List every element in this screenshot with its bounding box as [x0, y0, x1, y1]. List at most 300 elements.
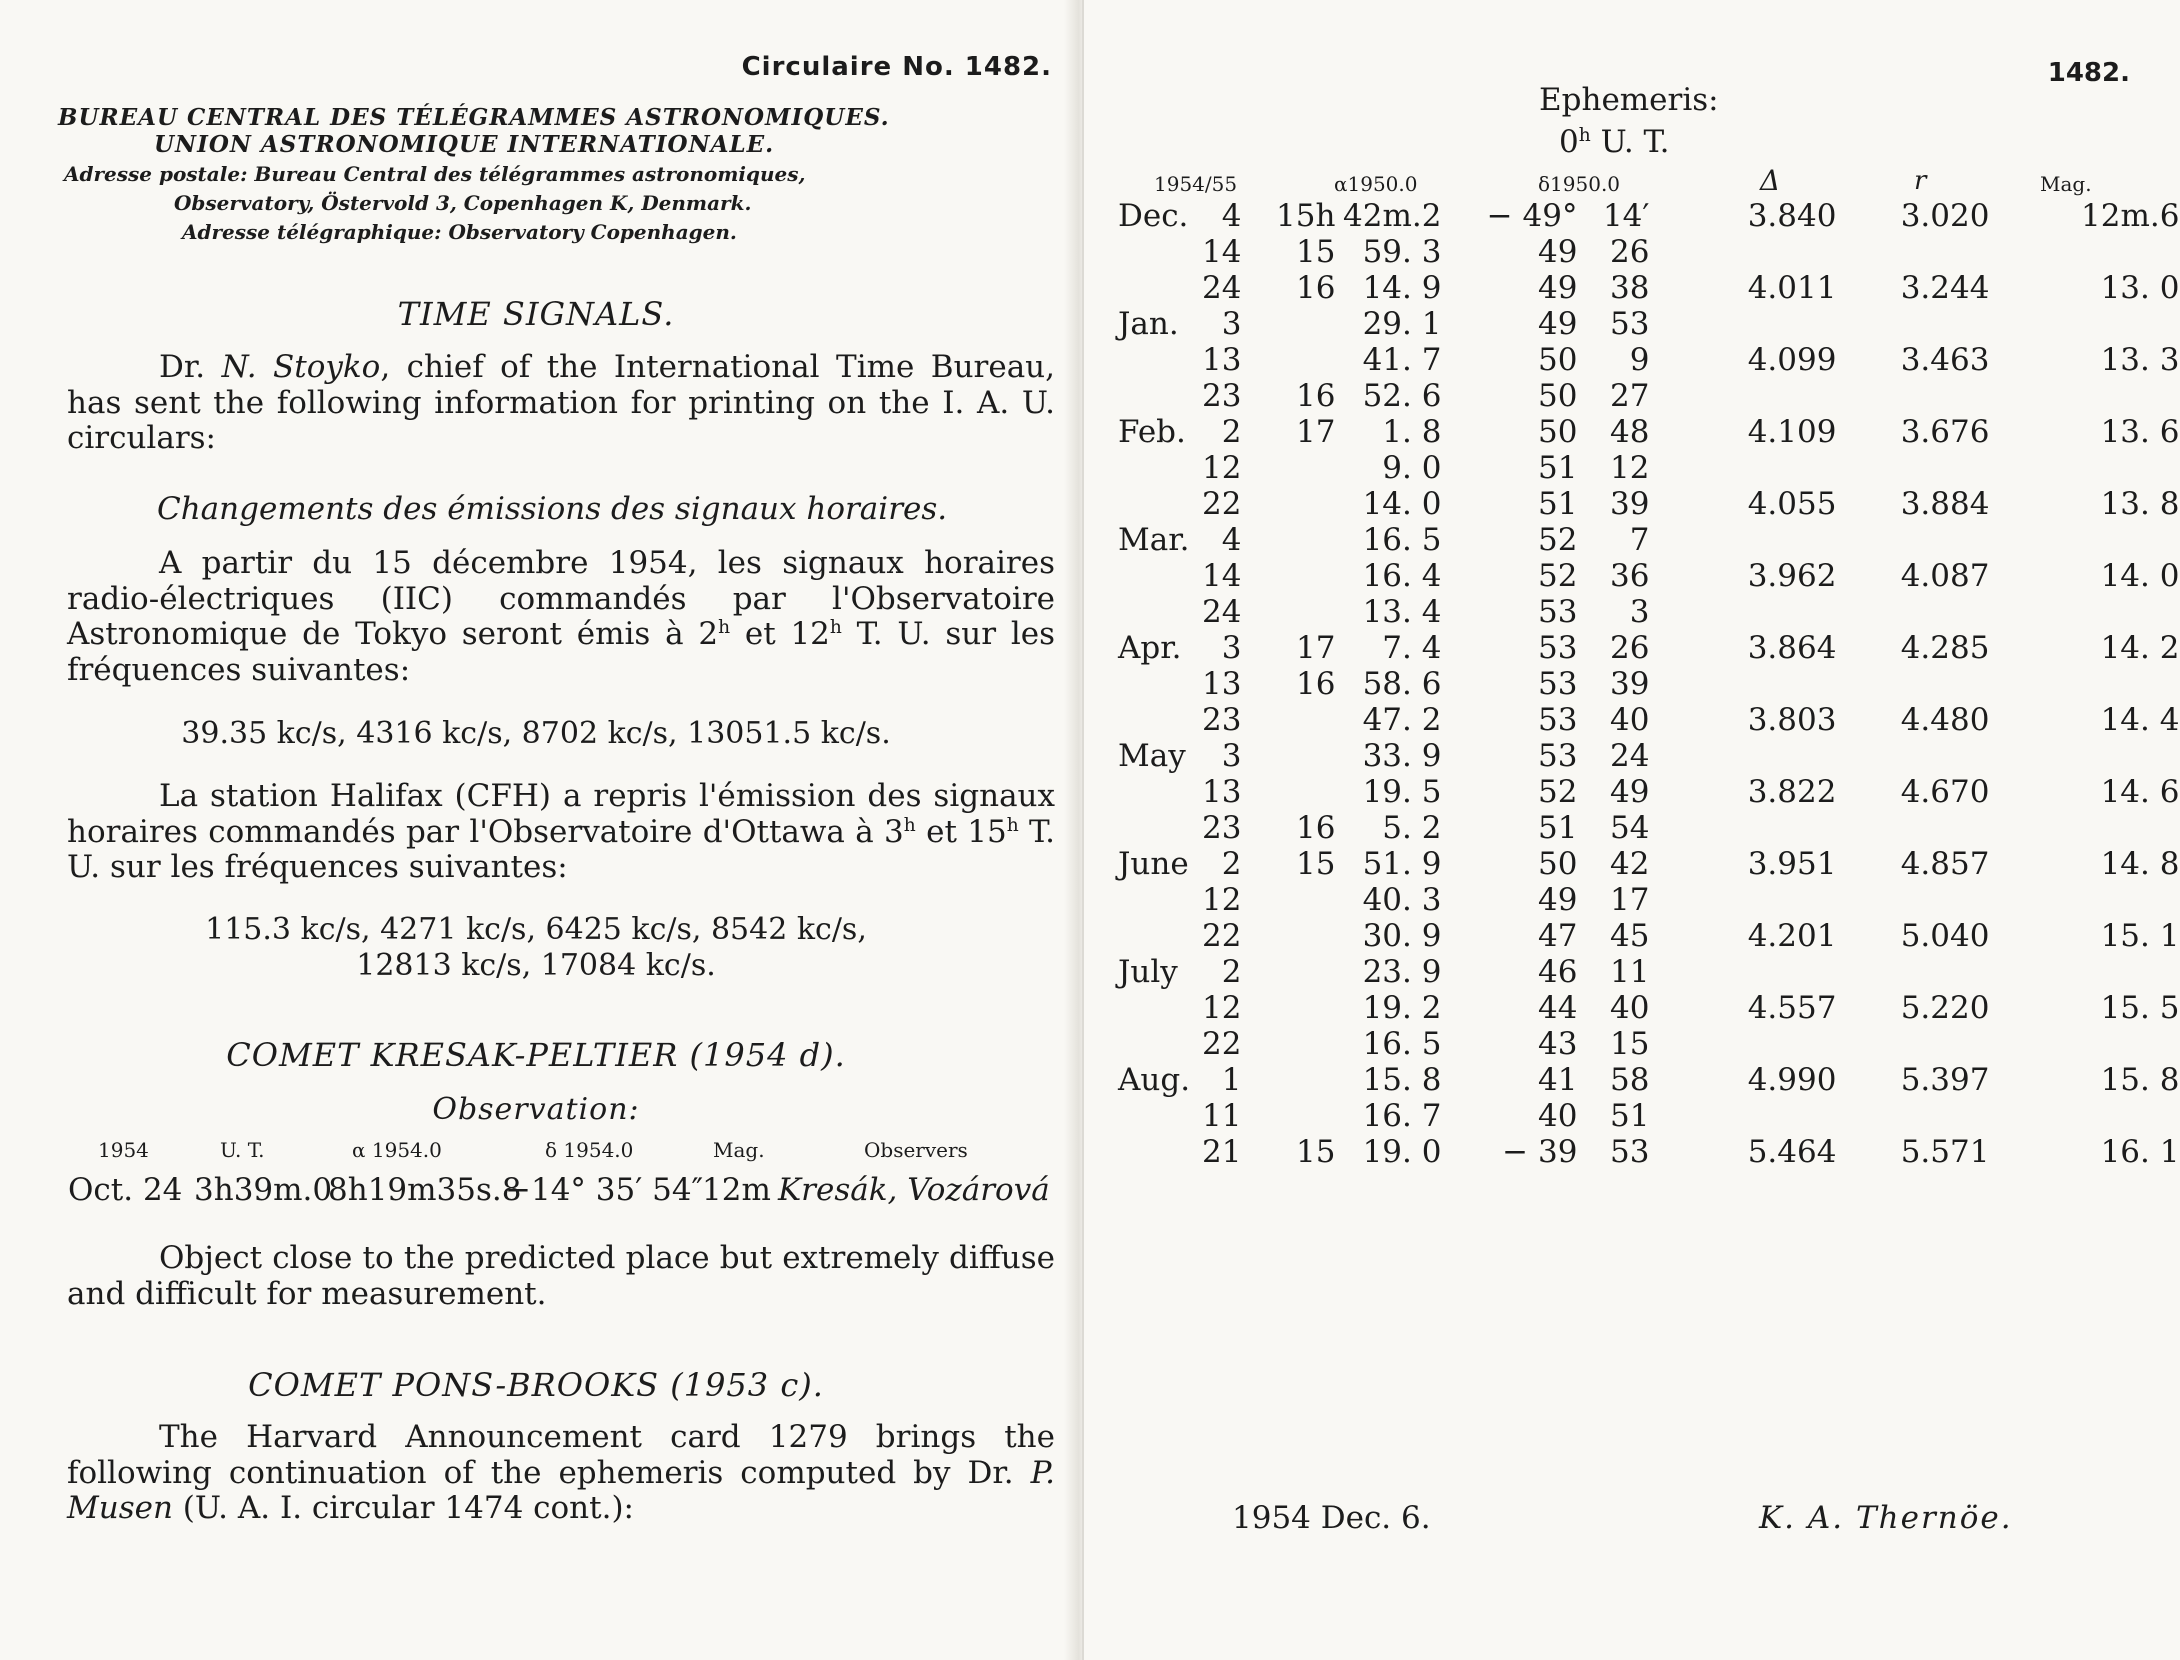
ephemeris-cell-dec-m: 51 — [1610, 1098, 1650, 1134]
ephemeris-cell-ra-h — [1241, 1098, 1335, 1134]
signals-subheading: Changements des émissions des signaux horaires. — [157, 491, 948, 527]
tokyo-frequencies: 39.35 kc/s, 4316 kc/s, 8702 kc/s, 13051.5 kc/s. — [181, 716, 891, 751]
ephemeris-cell-month: May — [1118, 738, 1186, 774]
ephemeris-cell-r — [1836, 522, 1989, 558]
ephemeris-cell-day: 23 — [1202, 378, 1242, 414]
ephemeris-cell-ra-m: 14. 0 — [1362, 486, 1442, 522]
ephemeris-cell-ra-h: 15 — [1296, 234, 1336, 270]
ephemeris-row — [1118, 486, 2179, 522]
ephemeris-cell-ra-h: 17 — [1296, 414, 1336, 450]
ephemeris-cell-dec-m: 36 — [1610, 558, 1650, 594]
ephemeris-cell-dec-d: 43 — [1538, 1026, 1578, 1062]
ephemeris-cell-dec-m: 26 — [1610, 630, 1650, 666]
ephemeris-table — [1118, 198, 2179, 1170]
ephemeris-cell-dec-d: 52 — [1538, 558, 1578, 594]
ephemeris-cell-dec-d: 51 — [1538, 450, 1578, 486]
ephemeris-cell-Delta: 3.840 — [1747, 198, 1837, 234]
ephemeris-row — [1118, 738, 2179, 774]
ephemeris-cell-ra-h — [1241, 342, 1335, 378]
ephemeris-cell-ra-m: 41. 7 — [1362, 342, 1442, 378]
ephemeris-cell-day: 23 — [1202, 702, 1242, 738]
ephemeris-cell-r: 3.020 — [1900, 198, 1990, 234]
ephemeris-cell-ra-h: 16 — [1296, 270, 1336, 306]
ephemeris-cell-ra-m: 23. 9 — [1362, 954, 1442, 990]
ephemeris-cell-Delta — [1649, 738, 1836, 774]
ephemeris-cell-dec-d: 51 — [1538, 810, 1578, 846]
ephemeris-row — [1118, 774, 2179, 810]
ephemeris-cell-ra-m: 16. 5 — [1362, 522, 1442, 558]
ephemeris-cell-dec-d: 50 — [1538, 378, 1578, 414]
ephemeris-cell-Delta: 4.011 — [1747, 270, 1837, 306]
ephemeris-cell-ra-h — [1241, 702, 1335, 738]
ephemeris-cell-month: July — [1118, 954, 1178, 990]
ephemeris-cell-mag: 13. 6 — [2100, 414, 2180, 450]
ephemeris-cell-r — [1836, 450, 1989, 486]
ephemeris-row — [1118, 234, 2179, 270]
ephemeris-cell-month — [1118, 486, 1202, 522]
ephemeris-cell-r — [1836, 1098, 1989, 1134]
obs-delta: −14° 35′ 54″ — [505, 1172, 704, 1208]
ephemeris-cell-mag — [1989, 234, 2179, 270]
ephemeris-cell-dec-m: 9 — [1629, 342, 1650, 378]
ephemeris-cell-r: 3.884 — [1900, 486, 1990, 522]
ephemeris-title: Ephemeris: — [1539, 82, 1719, 118]
col-alpha: α 1954.0 — [352, 1138, 442, 1162]
ephemeris-cell-Delta — [1649, 1026, 1836, 1062]
ephemeris-cell-dec-m: 54 — [1610, 810, 1650, 846]
ephemeris-row — [1118, 594, 2179, 630]
ephemeris-cell-mag: 15. 1 — [2100, 918, 2180, 954]
ephemeris-cell-dec-m: 40 — [1610, 990, 1650, 1026]
ephemeris-cell-month — [1118, 1098, 1202, 1134]
ephemeris-row — [1118, 810, 2179, 846]
ephemeris-cell-ra-h — [1241, 522, 1335, 558]
ephemeris-cell-day: 2 — [1221, 414, 1242, 450]
ephemeris-cell-ra-m: 59. 3 — [1362, 234, 1442, 270]
ephemeris-cell-Delta: 4.557 — [1747, 990, 1837, 1026]
ephemeris-cell-r: 5.397 — [1900, 1062, 1990, 1098]
footer-date: 1954 Dec. 6. — [1232, 1500, 1431, 1536]
ephemeris-cell-ra-h — [1241, 558, 1335, 594]
ephemeris-cell-ra-m: 58. 6 — [1362, 666, 1442, 702]
ephemeris-cell-day: 22 — [1202, 918, 1242, 954]
ephemeris-cell-r — [1836, 810, 1989, 846]
ephemeris-cell-r: 4.285 — [1900, 630, 1990, 666]
ephemeris-cell-mag: 15. 8 — [2100, 1062, 2180, 1098]
ephemeris-cell-r — [1836, 738, 1989, 774]
col-magnitude: Mag. — [2040, 172, 2092, 196]
ephemeris-cell-Delta: 5.464 — [1747, 1134, 1837, 1170]
ephemeris-cell-Delta — [1649, 378, 1836, 414]
ephemeris-cell-dec-m: 15 — [1610, 1026, 1650, 1062]
ephemeris-cell-r: 3.244 — [1900, 270, 1990, 306]
telegraphic-address: Adresse télégraphique: Observatory Copenhagen. — [182, 220, 737, 244]
col-delta: δ 1954.0 — [545, 1138, 634, 1162]
bureau-name: BUREAU CENTRAL DES TÉLÉGRAMMES ASTRONOMIQUES. — [58, 104, 890, 131]
ephemeris-cell-mag — [1989, 522, 2179, 558]
ephemeris-cell-dec-d: 41 — [1538, 1062, 1578, 1098]
ephemeris-cell-mag: 14. 6 — [2100, 774, 2180, 810]
ephemeris-row — [1118, 1134, 2179, 1170]
ephemeris-cell-day: 3 — [1221, 630, 1242, 666]
time-signals-intro: Dr. N. Stoyko, chief of the International Time Bureau, has sent the following information for printing on the I. A. U. circulars: — [67, 349, 1055, 456]
ephemeris-row — [1118, 954, 2179, 990]
ephemeris-cell-r: 5.571 — [1900, 1134, 1990, 1170]
ephemeris-cell-dec-d: 49 — [1538, 306, 1578, 342]
ephemeris-cell-r — [1836, 1026, 1989, 1062]
ephemeris-cell-ra-m: 51. 9 — [1362, 846, 1442, 882]
ephemeris-cell-ra-m: 16. 5 — [1362, 1026, 1442, 1062]
ephemeris-cell-r: 4.857 — [1900, 846, 1990, 882]
col-ut: U. T. — [220, 1138, 265, 1162]
ephemeris-cell-dec-m: 7 — [1629, 522, 1650, 558]
ephemeris-cell-dec-m: 26 — [1610, 234, 1650, 270]
ephemeris-cell-mag — [1989, 882, 2179, 918]
ephemeris-row — [1118, 558, 2179, 594]
tokyo-paragraph: A partir du 15 décembre 1954, les signaux horaires radio-électriques (IIC) commandés par l'Observatoire Astronomique de Tokyo seront émis à 2$^h$ et 12$^h$ T. U. sur les fréquences suivantes: — [67, 545, 1055, 688]
ephemeris-cell-dec-m: 17 — [1610, 882, 1650, 918]
ephemeris-cell-dec-d: 50 — [1538, 342, 1578, 378]
obs-mag: 12m — [702, 1172, 771, 1208]
ephemeris-cell-day: 11 — [1202, 1098, 1242, 1134]
ephemeris-cell-Delta: 4.109 — [1747, 414, 1837, 450]
left-page — [0, 0, 1074, 1660]
ephemeris-cell-day: 22 — [1202, 1026, 1242, 1062]
ephemeris-cell-dec-d: 44 — [1538, 990, 1578, 1026]
ephemeris-cell-dec-m: 24 — [1610, 738, 1650, 774]
ephemeris-cell-Delta — [1649, 810, 1836, 846]
ephemeris-row — [1118, 270, 2179, 306]
ephemeris-cell-day: 14 — [1202, 234, 1242, 270]
right-page — [1082, 0, 2180, 1660]
col-date: 1954/55 — [1154, 172, 1238, 196]
ephemeris-cell-ra-m: 47. 2 — [1362, 702, 1442, 738]
ephemeris-cell-Delta: 4.201 — [1747, 918, 1837, 954]
ephemeris-row — [1118, 378, 2179, 414]
col-alpha-1950: α1950.0 — [1334, 172, 1418, 196]
ephemeris-cell-month — [1118, 270, 1202, 306]
ephemeris-cell-r: 3.676 — [1900, 414, 1990, 450]
ephemeris-cell-ra-m: 16. 7 — [1362, 1098, 1442, 1134]
obs-ut: 3h39m.0 — [194, 1172, 333, 1208]
ephemeris-cell-ra-m: 33. 9 — [1362, 738, 1442, 774]
ephemeris-cell-r: 5.040 — [1900, 918, 1990, 954]
ephemeris-row — [1118, 630, 2179, 666]
halifax-frequencies-line-1: 115.3 kc/s, 4271 kc/s, 6425 kc/s, 8542 kc/s, — [205, 912, 867, 947]
ephemeris-cell-ra-h — [1241, 774, 1335, 810]
ephemeris-cell-dec-d: 51 — [1538, 486, 1578, 522]
ephemeris-cell-dec-d: 40 — [1538, 1098, 1578, 1134]
col-mag: Mag. — [713, 1138, 765, 1162]
ephemeris-cell-Delta: 4.990 — [1747, 1062, 1837, 1098]
ephemeris-cell-mag — [1989, 738, 2179, 774]
ephemeris-cell-dec-m: 39 — [1610, 666, 1650, 702]
ephemeris-cell-dec-d: − 39 — [1502, 1134, 1578, 1170]
ephemeris-cell-ra-m: 19. 5 — [1362, 774, 1442, 810]
ephemeris-cell-month: Apr. — [1118, 630, 1182, 666]
ephemeris-cell-ra-h: 15 — [1296, 1134, 1336, 1170]
ephemeris-cell-month — [1118, 882, 1202, 918]
ephemeris-cell-Delta: 3.803 — [1747, 702, 1837, 738]
col-delta-1950: δ1950.0 — [1538, 172, 1621, 196]
ephemeris-cell-day: 22 — [1202, 486, 1242, 522]
ephemeris-cell-r — [1836, 378, 1989, 414]
ephemeris-cell-r — [1836, 234, 1989, 270]
ephemeris-cell-month — [1118, 702, 1202, 738]
ephemeris-cell-month — [1118, 342, 1202, 378]
ephemeris-cell-month: Dec. — [1118, 198, 1189, 234]
ephemeris-cell-ra-h — [1241, 486, 1335, 522]
ephemeris-cell-day: 14 — [1202, 558, 1242, 594]
ephemeris-cell-ra-h — [1241, 450, 1335, 486]
ephemeris-cell-dec-d: 53 — [1538, 738, 1578, 774]
ephemeris-cell-mag: 14. 2 — [2100, 630, 2180, 666]
ephemeris-cell-r — [1836, 666, 1989, 702]
ephemeris-cell-dec-d: 50 — [1538, 414, 1578, 450]
ephemeris-cell-day: 13 — [1202, 666, 1242, 702]
ephemeris-cell-dec-d: 50 — [1538, 846, 1578, 882]
ephemeris-cell-dec-m: 53 — [1610, 306, 1650, 342]
ephemeris-cell-ra-h: 16 — [1296, 378, 1336, 414]
ephemeris-cell-ra-h — [1241, 918, 1335, 954]
ephemeris-cell-Delta: 4.099 — [1747, 342, 1837, 378]
ephemeris-cell-dec-d: 53 — [1538, 666, 1578, 702]
obs-observers: Kresák, Vozárová — [778, 1172, 1050, 1208]
ephemeris-cell-mag: 16. 1 — [2100, 1134, 2180, 1170]
ephemeris-cell-dec-d: 53 — [1538, 594, 1578, 630]
ephemeris-cell-dec-m: 48 — [1610, 414, 1650, 450]
ephemeris-cell-mag — [1989, 954, 2179, 990]
ephemeris-cell-ra-m: 52. 6 — [1362, 378, 1442, 414]
ephemeris-cell-mag: 13. 3 — [2100, 342, 2180, 378]
ephemeris-cell-ra-m: 1. 8 — [1382, 414, 1442, 450]
ephemeris-cell-Delta: 4.055 — [1747, 486, 1837, 522]
ephemeris-cell-mag: 15. 5 — [2100, 990, 2180, 1026]
ephemeris-cell-dec-d: 47 — [1538, 918, 1578, 954]
obs-date: Oct. 24 — [68, 1172, 183, 1208]
ephemeris-cell-r: 3.463 — [1900, 342, 1990, 378]
col-sun-distance: r — [1914, 166, 1927, 196]
postal-address-line-2: Observatory, Östervold 3, Copenhagen K, Denmark. — [174, 191, 752, 215]
ephemeris-cell-ra-m: 13. 4 — [1362, 594, 1442, 630]
ephemeris-cell-day: 12 — [1202, 882, 1242, 918]
ephemeris-cell-month — [1118, 990, 1202, 1026]
ephemeris-cell-ra-m: 19. 0 — [1362, 1134, 1442, 1170]
ephemeris-cell-ra-h — [1241, 306, 1335, 342]
ephemeris-cell-day: 2 — [1221, 846, 1242, 882]
ephemeris-row — [1118, 1026, 2179, 1062]
ephemeris-cell-ra-m: 29. 1 — [1362, 306, 1442, 342]
ephemeris-cell-r: 4.087 — [1900, 558, 1990, 594]
ephemeris-cell-r — [1836, 306, 1989, 342]
ephemeris-cell-r — [1836, 594, 1989, 630]
ephemeris-cell-Delta: 3.864 — [1747, 630, 1837, 666]
ephemeris-cell-dec-d: 46 — [1538, 954, 1578, 990]
ephemeris-cell-mag: 14. 0 — [2100, 558, 2180, 594]
ephemeris-cell-ra-h — [1241, 882, 1335, 918]
ephemeris-cell-dec-d: 52 — [1538, 774, 1578, 810]
ephemeris-cell-ra-m: 14. 9 — [1362, 270, 1442, 306]
ephemeris-cell-Delta — [1649, 954, 1836, 990]
ephemeris-row — [1118, 702, 2179, 738]
ephemeris-cell-mag — [1989, 1026, 2179, 1062]
ephemeris-cell-month — [1118, 378, 1202, 414]
ephemeris-row — [1118, 990, 2179, 1026]
ephemeris-cell-day: 24 — [1202, 594, 1242, 630]
ephemeris-cell-ra-h — [1241, 594, 1335, 630]
ephemeris-row — [1118, 342, 2179, 378]
ephemeris-cell-dec-m: 40 — [1610, 702, 1650, 738]
ephemeris-cell-month — [1118, 1134, 1202, 1170]
ephemeris-row — [1118, 1098, 2179, 1134]
footer-signature: K. A. Thernöe. — [1759, 1500, 2013, 1536]
ephemeris-cell-month — [1118, 450, 1202, 486]
ephemeris-cell-ra-h: 15h — [1276, 198, 1336, 234]
ephemeris-cell-ra-m: 5. 2 — [1382, 810, 1442, 846]
ephemeris-cell-month — [1118, 234, 1202, 270]
ephemeris-row — [1118, 1062, 2179, 1098]
ephemeris-cell-ra-h: 16 — [1296, 666, 1336, 702]
col-observers: Observers — [864, 1138, 968, 1162]
ephemeris-cell-dec-m: 53 — [1610, 1134, 1650, 1170]
obs-alpha: 8h19m35s.8 — [328, 1172, 522, 1208]
ephemeris-epoch: 0$^h$ U. T. — [1559, 124, 1670, 160]
ephemeris-cell-dec-d: 52 — [1538, 522, 1578, 558]
ephemeris-cell-Delta — [1649, 234, 1836, 270]
ephemeris-cell-ra-h — [1241, 1026, 1335, 1062]
ephemeris-cell-mag — [1989, 594, 2179, 630]
ephemeris-cell-Delta — [1649, 666, 1836, 702]
ephemeris-row — [1118, 306, 2179, 342]
ephemeris-cell-r: 4.670 — [1900, 774, 1990, 810]
ephemeris-cell-dec-d: 49 — [1538, 270, 1578, 306]
ephemeris-row — [1118, 522, 2179, 558]
ephemeris-cell-r — [1836, 954, 1989, 990]
ephemeris-cell-dec-m: 42 — [1610, 846, 1650, 882]
ephemeris-cell-ra-m: 9. 0 — [1382, 450, 1442, 486]
ephemeris-cell-mag — [1989, 1098, 2179, 1134]
ephemeris-cell-Delta — [1649, 1098, 1836, 1134]
ephemeris-cell-day: 12 — [1202, 450, 1242, 486]
time-signals-heading: TIME SIGNALS. — [397, 295, 675, 333]
ephemeris-cell-mag — [1989, 378, 2179, 414]
ephemeris-cell-ra-h: 16 — [1296, 810, 1336, 846]
ephemeris-cell-dec-m: 12 — [1610, 450, 1650, 486]
ephemeris-cell-ra-m: 40. 3 — [1362, 882, 1442, 918]
ephemeris-cell-dec-d: 53 — [1538, 702, 1578, 738]
ephemeris-cell-Delta — [1649, 306, 1836, 342]
ephemeris-cell-Delta: 3.822 — [1747, 774, 1837, 810]
ephemeris-cell-dec-d: 49 — [1538, 234, 1578, 270]
ephemeris-cell-dec-d: 53 — [1538, 630, 1578, 666]
ephemeris-cell-day: 4 — [1221, 522, 1242, 558]
ephemeris-cell-day: 12 — [1202, 990, 1242, 1026]
halifax-paragraph: La station Halifax (CFH) a repris l'émission des signaux horaires commandés par l'Observatoire d'Ottawa à 3$^h$ et 15$^h$ T. U. sur les fréquences suivantes: — [67, 778, 1055, 885]
ephemeris-row — [1118, 198, 2179, 234]
ephemeris-cell-Delta: 3.962 — [1747, 558, 1837, 594]
kresak-remark: Object close to the predicted place but extremely diffuse and difficult for measurement. — [67, 1240, 1055, 1312]
ephemeris-row — [1118, 918, 2179, 954]
ephemeris-cell-dec-m: 3 — [1629, 594, 1650, 630]
ephemeris-cell-dec-m: 45 — [1610, 918, 1650, 954]
ephemeris-cell-ra-m: 16. 4 — [1362, 558, 1442, 594]
ephemeris-cell-month — [1118, 558, 1202, 594]
ephemeris-cell-Delta — [1649, 594, 1836, 630]
ephemeris-cell-month — [1118, 1026, 1202, 1062]
ephemeris-cell-month: Feb. — [1118, 414, 1186, 450]
ephemeris-cell-ra-m: 30. 9 — [1362, 918, 1442, 954]
ephemeris-cell-ra-m: 7. 4 — [1382, 630, 1442, 666]
page-number: 1482. — [2047, 58, 2130, 88]
ephemeris-cell-month: Mar. — [1118, 522, 1190, 558]
ephemeris-cell-ra-h: 15 — [1296, 846, 1336, 882]
ephemeris-cell-mag: 13. 8 — [2100, 486, 2180, 522]
ephemeris-cell-dec-d: 49 — [1538, 882, 1578, 918]
ephemeris-cell-mag: 14. 8 — [2100, 846, 2180, 882]
ephemeris-cell-mag — [1989, 450, 2179, 486]
ephemeris-cell-month — [1118, 594, 1202, 630]
ephemeris-cell-dec-m: 38 — [1610, 270, 1650, 306]
ephemeris-cell-day: 24 — [1202, 270, 1242, 306]
ephemeris-cell-dec-m: 58 — [1610, 1062, 1650, 1098]
halifax-frequencies-line-2: 12813 kc/s, 17084 kc/s. — [356, 948, 716, 983]
ephemeris-row — [1118, 450, 2179, 486]
ephemeris-cell-ra-h — [1241, 954, 1335, 990]
ephemeris-row — [1118, 666, 2179, 702]
col-year: 1954 — [98, 1138, 149, 1162]
ephemeris-cell-Delta — [1649, 450, 1836, 486]
ephemeris-cell-day: 2 — [1221, 954, 1242, 990]
ephemeris-row — [1118, 882, 2179, 918]
col-earth-distance: Δ — [1760, 164, 1781, 197]
ephemeris-cell-dec-m: 14′ — [1602, 198, 1650, 234]
ephemeris-cell-day: 1 — [1221, 1062, 1242, 1098]
ephemeris-row — [1118, 414, 2179, 450]
ephemeris-cell-dec-m: 49 — [1610, 774, 1650, 810]
ephemeris-cell-month: Aug. — [1118, 1062, 1191, 1098]
circular-number: Circulaire No. 1482. — [741, 52, 1052, 82]
ephemeris-cell-r: 5.220 — [1900, 990, 1990, 1026]
ephemeris-cell-day: 21 — [1202, 1134, 1242, 1170]
ephemeris-cell-ra-h — [1241, 990, 1335, 1026]
ephemeris-cell-ra-m: 19. 2 — [1362, 990, 1442, 1026]
ephemeris-cell-day: 3 — [1221, 738, 1242, 774]
ephemeris-cell-month — [1118, 918, 1202, 954]
ephemeris-cell-dec-m: 11 — [1610, 954, 1650, 990]
ephemeris-cell-mag: 14. 4 — [2100, 702, 2180, 738]
ephemeris-cell-day: 13 — [1202, 342, 1242, 378]
ephemeris-cell-month: Jan. — [1118, 306, 1179, 342]
ephemeris-cell-mag — [1989, 810, 2179, 846]
ephemeris-cell-day: 13 — [1202, 774, 1242, 810]
pons-brooks-heading: COMET PONS-BROOKS (1953 c). — [248, 1366, 824, 1404]
ephemeris-cell-day: 23 — [1202, 810, 1242, 846]
pons-brooks-paragraph: The Harvard Announcement card 1279 brings the following continuation of the ephemeris computed by Dr. P. Musen (U. A. I. circular 1474 cont.): — [67, 1419, 1055, 1526]
ephemeris-cell-month: June — [1118, 846, 1189, 882]
ephemeris-cell-day: 3 — [1221, 306, 1242, 342]
ephemeris-cell-month — [1118, 810, 1202, 846]
ephemeris-cell-dec-m: 39 — [1610, 486, 1650, 522]
ephemeris-cell-ra-h — [1241, 1062, 1335, 1098]
ephemeris-cell-ra-m: 15. 8 — [1362, 1062, 1442, 1098]
ephemeris-cell-r — [1836, 882, 1989, 918]
ephemeris-cell-Delta — [1649, 522, 1836, 558]
ephemeris-cell-Delta — [1649, 882, 1836, 918]
ephemeris-cell-mag — [1989, 306, 2179, 342]
ephemeris-cell-ra-h: 17 — [1296, 630, 1336, 666]
union-name: UNION ASTRONOMIQUE INTERNATIONALE. — [154, 131, 775, 158]
ephemeris-cell-mag: 12m.6 — [2081, 198, 2180, 234]
